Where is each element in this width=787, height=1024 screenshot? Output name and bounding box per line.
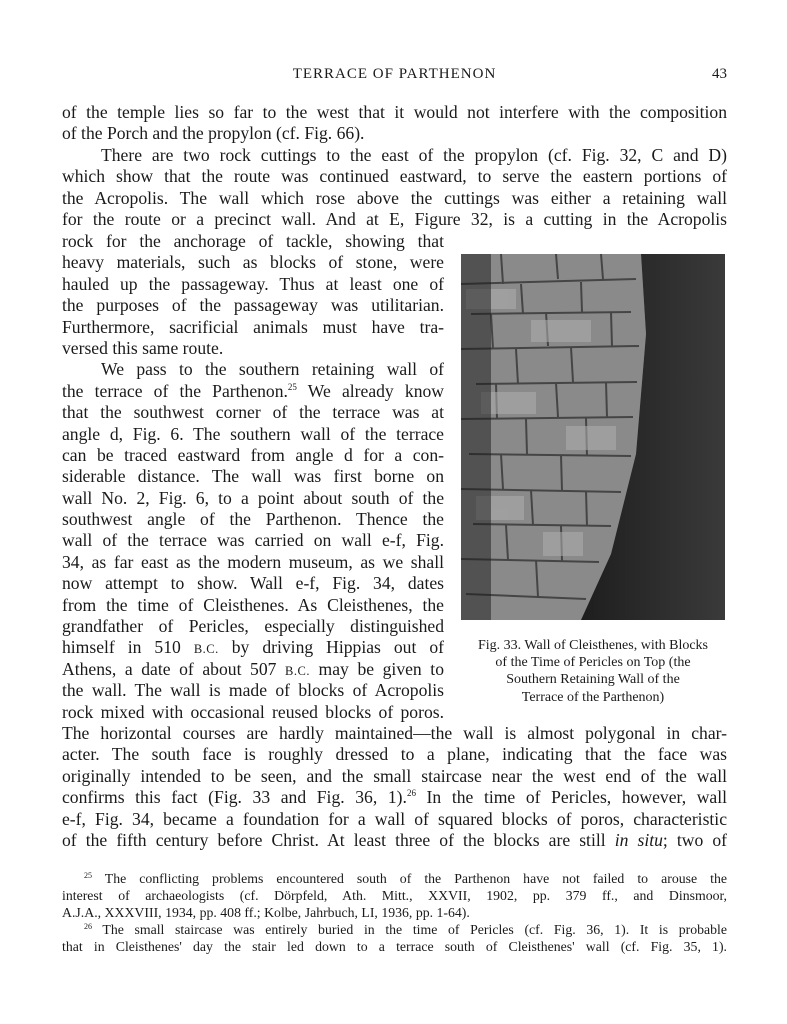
text-line [62, 787, 727, 808]
text-fragment: confirms this fact (Fig. 33 and Fig. 36, 1). [62, 787, 407, 808]
figure-33-caption [450, 637, 736, 706]
text-fragment: Athens, a date of about 507 [62, 658, 277, 679]
text-line: 34, as far east as the modern museum, as we shall [62, 551, 444, 572]
text-line: We pass to the southern retaining wall of [101, 359, 444, 380]
text-line: e-f, Fig. 34, became a foundation for a wall of squared blocks of poros, characteristic [62, 808, 727, 829]
text-line: southwest angle of the Parthenon. Thence the [62, 509, 444, 530]
text-line: wall of the terrace was carried on wall e-f, Fig. [62, 530, 444, 551]
footnote-line: A.J.A., XXXVIII, 1934, pp. 408 ff.; Kolbe, Jahrbuch, LI, 1936, pp. 1-64). [62, 905, 470, 920]
footnote-line: interest of archaeologists (cf. Dörpfeld, Ath. Mitt., XXVII, 1902, pp. 379 ff., and Dinsmoor, [62, 888, 727, 903]
page-number: 43 [712, 66, 727, 82]
footnote-text: The conflicting problems encountered south of the Parthenon have not failed to arouse the [104, 871, 727, 886]
text-fragment: by driving Hippias out of [218, 637, 444, 658]
text-line [62, 659, 444, 680]
text-line: rock for the anchorage of tackle, showing that [62, 231, 444, 251]
text-line: which show that the route was continued eastward, to serve the eastern portions of [62, 166, 727, 187]
paragraph-bottom [62, 723, 727, 851]
text-line: that the southwest corner of the terrace was at [62, 402, 444, 423]
running-title: TERRACE OF PARTHENON [292, 66, 497, 82]
text-fragment: may be given to [309, 658, 444, 679]
text-line: the purposes of the passageway was utilitarian. [62, 295, 444, 316]
text-fragment: of the fifth century before Christ. At least three of the blocks are still [62, 829, 606, 850]
text-line: versed this same route. [62, 337, 224, 358]
text-line: the Acropolis. The wall which rose above the cuttings was either a retaining wall [62, 187, 727, 208]
text-line: now attempt to show. Wall e-f, Fig. 34, dates [62, 573, 444, 594]
footnote-26 [62, 921, 727, 938]
footnote-mark: 26 [84, 922, 92, 931]
italic-term: in situ [614, 829, 663, 850]
caption-line: Terrace of the Parthenon) [521, 689, 665, 705]
text-line [62, 830, 727, 851]
running-head [62, 66, 727, 88]
footnotes [62, 870, 727, 955]
caption-line: of the Time of Pericles on Top (the [495, 655, 691, 671]
text-line: The horizontal courses are hardly maintained—the wall is almost polygonal in char- [62, 723, 727, 743]
paragraph-top [62, 102, 727, 230]
text-line: hauled up the passageway. Thus at least one of [62, 273, 444, 294]
text-line [62, 381, 444, 402]
footnote-25 [62, 870, 727, 887]
text-line: siderable distance. The wall was first borne on [62, 466, 444, 487]
text-line: from the time of Cleisthenes. As Cleisthenes, the [62, 594, 444, 615]
wall-photo-illustration [461, 254, 725, 620]
text-line: heavy materials, such as blocks of stone, were [62, 252, 444, 273]
text-line: angle d, Fig. 6. The southern wall of the terrace [62, 423, 444, 444]
text-line: rock mixed with occasional reused blocks of poros. [62, 701, 444, 722]
text-fragment: In the time of Pericles, however, wall [415, 787, 728, 808]
text-line: of the Porch and the propylon (cf. Fig. 66). [62, 123, 365, 144]
footnote-text: The small staircase was entirely buried in the time of Pericles (cf. Fig. 36, 1). It is probable [102, 922, 728, 937]
text-line [62, 637, 444, 658]
text-line: wall No. 2, Fig. 6, to a point about south of the [62, 487, 444, 508]
footnote-ref-25[interactable]: 25 [287, 381, 297, 392]
text-fragment: the terrace of the Parthenon. [62, 380, 288, 401]
text-line: can be traced eastward from angle d for a con- [62, 444, 444, 465]
era-abbrev: B.C. [193, 642, 219, 657]
text-line: There are two rock cuttings to the east of the propylon (cf. Fig. 32, C and D) [101, 144, 727, 165]
footnote-line: that in Cleisthenes' day the stair led down to a terrace south of Cleisthenes' wall (cf. Fig. 35, 1). [62, 939, 727, 954]
text-line: grandfather of Pericles, especially distinguished [62, 616, 444, 637]
footnote-mark: 25 [84, 871, 92, 880]
text-line: originally intended to be seen, and the small staircase near the west end of the wall [62, 765, 727, 786]
text-line: the wall. The wall is made of blocks of Acropolis [62, 680, 444, 701]
text-fragment: himself in 510 [62, 637, 181, 658]
text-fragment: ; two of [662, 829, 728, 850]
caption-line: Fig. 33. Wall of Cleisthenes, with Blocks [478, 638, 708, 653]
era-abbrev: B.C. [285, 663, 310, 678]
text-line: acter. The south face is roughly dressed to a plane, indicating that the face was [62, 744, 727, 765]
text-line: of the temple lies so far to the west that it would not interfere with the composition [62, 102, 727, 122]
caption-line: Southern Retaining Wall of the [506, 672, 680, 688]
text-fragment: We already know [296, 380, 444, 401]
text-line: Furthermore, sacrificial animals must have tra- [62, 316, 444, 337]
paragraph-side [62, 231, 444, 723]
footnote-ref-26[interactable]: 26 [406, 788, 416, 799]
figure-33-photo [461, 254, 725, 620]
text-line: for the route or a precinct wall. And at E, Figure 32, is a cutting in the Acropolis [62, 208, 727, 229]
